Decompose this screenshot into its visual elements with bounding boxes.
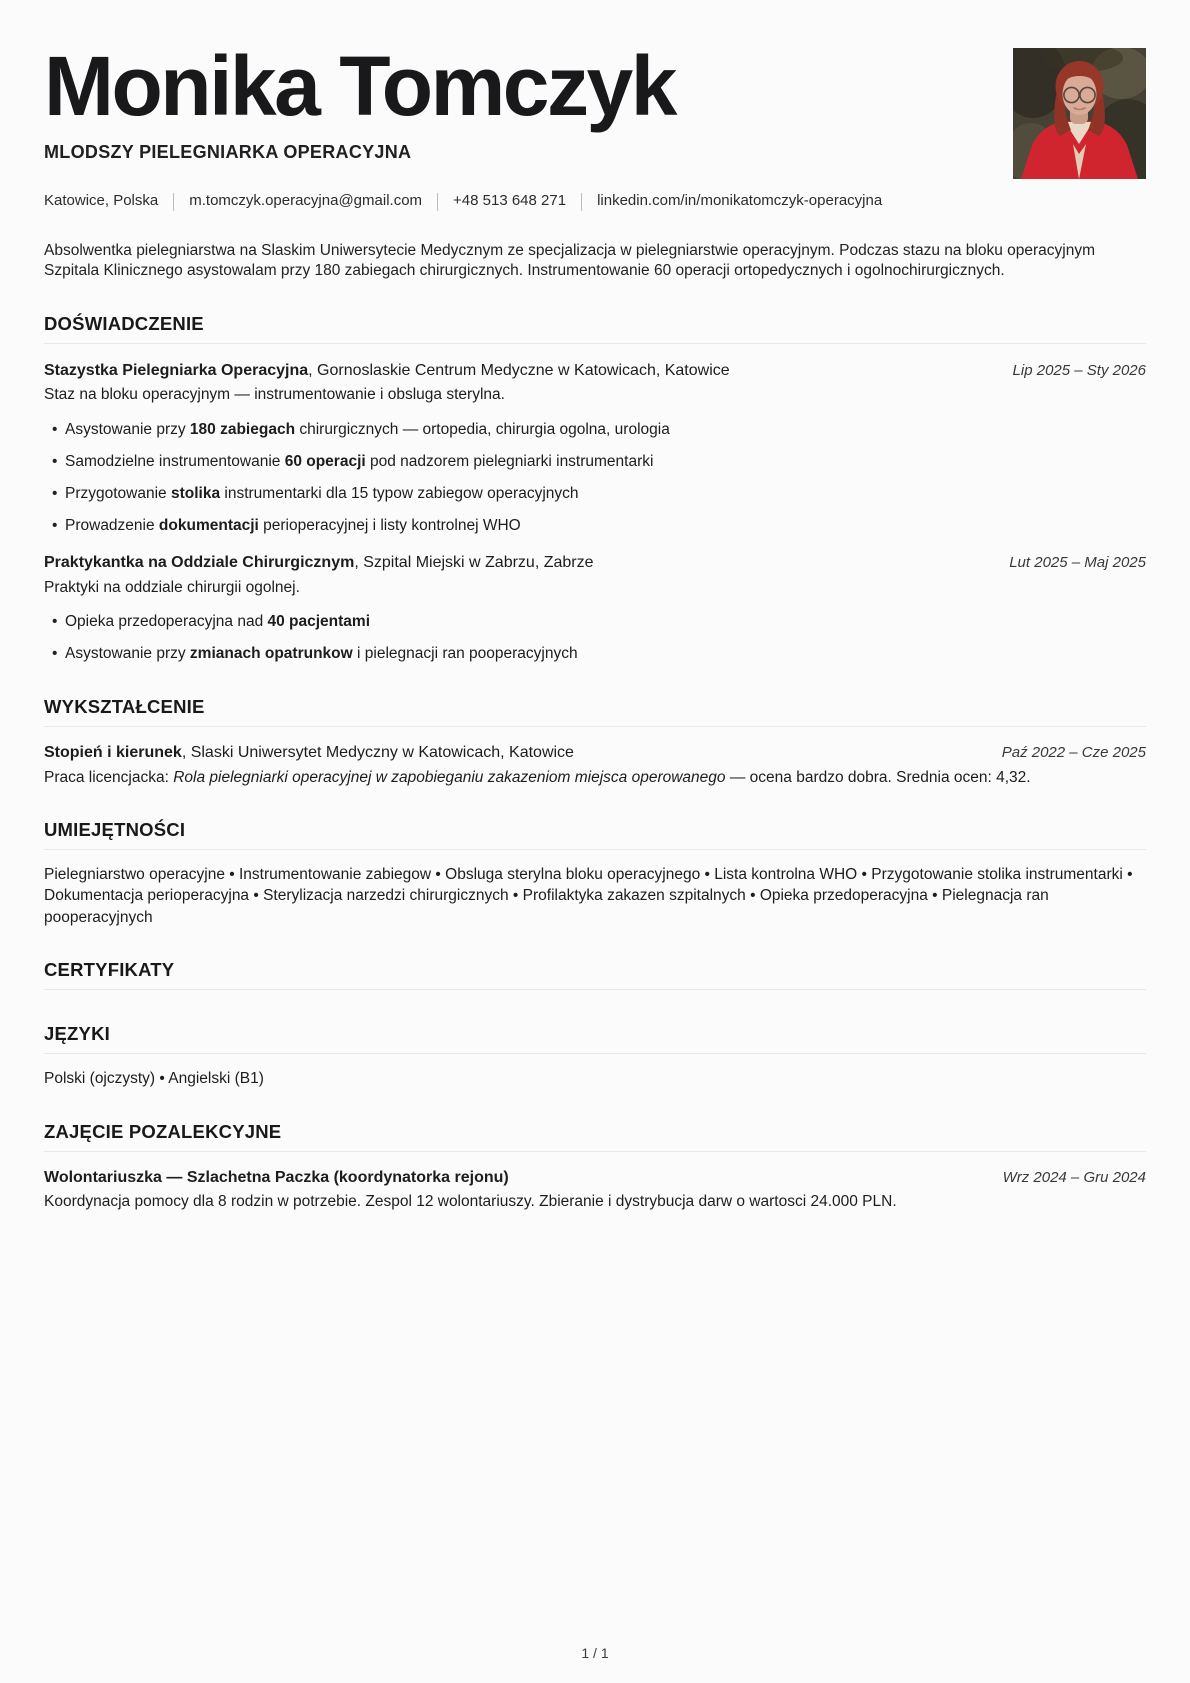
activity-description: Koordynacja pomocy dla 8 rodzin w potrzebie. Zespol 12 wolontariuszy. Zbieranie i dystrybucja darw o wartosci 24.000 PLN.: [44, 1193, 897, 1211]
header-identity: [44, 39, 1013, 210]
degree-name: Stopień i kierunek: [44, 743, 182, 761]
education-title-line: [44, 743, 574, 764]
job-subtitle: Praktyki na oddziale chirurgii ogolnej.: [44, 578, 300, 596]
section-heading-certificates: CERTYFIKATY: [44, 959, 1146, 990]
summary-paragraph: Absolwentka pielegniarstwa na Slaskim Uniwersytecie Medycznym ze specjalizacja w pielegniarstwie operacyjnym. Podczas stazu na bloku operacyjnym Szpitala Klinicznego asystowalam przy 180 zabiegach chirurgicznych. Instrumentowanie 60 operacji ortopedycznych i ogolnochirurgicznych.: [44, 241, 1096, 280]
education-entry-header: [44, 743, 1146, 764]
candidate-name: Monika Tomczyk: [44, 39, 675, 133]
job-title: Stazystka Pielegniarka Operacyjna: [44, 361, 309, 379]
job-bullet-list: [44, 420, 1146, 536]
portrait-illustration: [1013, 48, 1146, 179]
candidate-job-title: MLODSZY PIELEGNIARKA OPERACYJNA: [44, 141, 412, 162]
job-bullet-list: [44, 612, 1146, 664]
job-bullet: • Przygotowanie stolika instrumentarki dla 15 typow zabiegow operacyjnych: [65, 484, 1146, 504]
section-languages: [44, 1023, 1146, 1089]
section-heading-languages: JĘZYKI: [44, 1023, 1146, 1054]
experience-title-line: [44, 361, 730, 382]
experience-entry: [44, 361, 1146, 537]
contact-separator: [581, 193, 582, 211]
job-dates: Lip 2025 – Sty 2026: [1012, 361, 1146, 379]
job-bullet: • Prowadzenie dokumentacji perioperacyjnej i listy kontrolnej WHO: [65, 516, 1146, 536]
section-certificates: [44, 959, 1146, 992]
section-heading-activities: ZAJĘCIE POZALEKCYJNE: [44, 1121, 1146, 1152]
activity-title-line: [44, 1168, 509, 1189]
job-subtitle: Staz na bloku operacyjnym — instrumentowanie i obsluga sterylna.: [44, 386, 505, 404]
job-bullet: • Asystowanie przy 180 zabiegach chirurgicznych — ortopedia, chirurgia ogolna, urologia: [65, 420, 1146, 440]
resume-header: [44, 39, 1146, 210]
job-company: , Szpital Miejski w Zabrzu, Zabrze: [354, 554, 594, 572]
experience-entry-header: [44, 553, 1146, 574]
thesis-line: Praca licencjacka: Rola pielegniarki operacyjnej w zapobieganiu zakazeniom miejsca operowanego — ocena bardzo dobra. Srednia ocen: 4,32.: [44, 768, 1031, 786]
certificates-empty-content: [44, 990, 1146, 992]
activity-dates: Wrz 2024 – Gru 2024: [1002, 1168, 1146, 1186]
contact-phone: +48 513 648 271: [453, 192, 567, 210]
experience-title-line: [44, 553, 594, 574]
section-heading-skills: UMIEJĘTNOŚCI: [44, 819, 1146, 850]
contact-location: Katowice, Polska: [44, 192, 159, 210]
experience-entry: [44, 553, 1146, 665]
profile-photo: [1013, 48, 1146, 179]
thesis-title: Rola pielegniarki operacyjnej w zapobieganiu zakazeniom miejsca operowanego: [173, 768, 726, 786]
activity-entry: [44, 1168, 1146, 1213]
contact-separator: [173, 193, 174, 211]
job-bullet: • Opieka przedoperacyjna nad 40 pacjentami: [65, 612, 1146, 632]
section-activities: [44, 1121, 1146, 1213]
job-company: , Gornoslaskie Centrum Medyczne w Katowicach, Katowice: [308, 361, 730, 379]
contact-row: [44, 192, 1013, 210]
job-title: Praktykantka na Oddziale Chirurgicznym: [44, 554, 355, 572]
contact-email: m.tomczyk.operacyjna@gmail.com: [189, 192, 423, 210]
languages-list: Polski (ojczysty) • Angielski (B1): [44, 1070, 264, 1088]
skills-list: Pielegniarstwo operacyjne • Instrumentowanie zabiegow • Obsluga sterylna bloku operacyjnego • Lista kontrolna WHO • Przygotowanie stolika instrumentarki • Dokumentacja perioperacyjna • Sterylizacja narzedzi chirurgicznych • Profilaktyka zakazen szpitalnych • Opieka przedoperacyjna • Pielegnacja ran pooperacyjnych: [44, 866, 1133, 926]
experience-entry-header: [44, 361, 1146, 382]
activity-entry-header: [44, 1168, 1146, 1189]
activity-title: Wolontariuszka — Szlachetna Paczka (koordynatorka rejonu): [44, 1168, 509, 1186]
section-experience: [44, 313, 1146, 665]
job-bullet: • Asystowanie przy zmianach opatrunkow i pielegnacji ran pooperacyjnych: [65, 644, 1146, 664]
page-number-indicator: 1 / 1: [581, 1645, 609, 1661]
section-education: [44, 696, 1146, 788]
education-dates: Paź 2022 – Cze 2025: [1001, 743, 1146, 761]
education-entry: [44, 743, 1146, 788]
section-skills: [44, 819, 1146, 928]
job-bullet: • Samodzielne instrumentowanie 60 operacji pod nadzorem pielegniarki instrumentarki: [65, 452, 1146, 472]
job-dates: Lut 2025 – Maj 2025: [1009, 554, 1146, 572]
section-heading-education: WYKSZTAŁCENIE: [44, 696, 1146, 727]
school-name: , Slaski Uniwersytet Medyczny w Katowicach, Katowice: [181, 743, 574, 761]
contact-linkedin: linkedin.com/in/monikatomczyk-operacyjna: [597, 192, 883, 210]
contact-separator: [437, 193, 438, 211]
section-heading-experience: DOŚWIADCZENIE: [44, 313, 1146, 344]
